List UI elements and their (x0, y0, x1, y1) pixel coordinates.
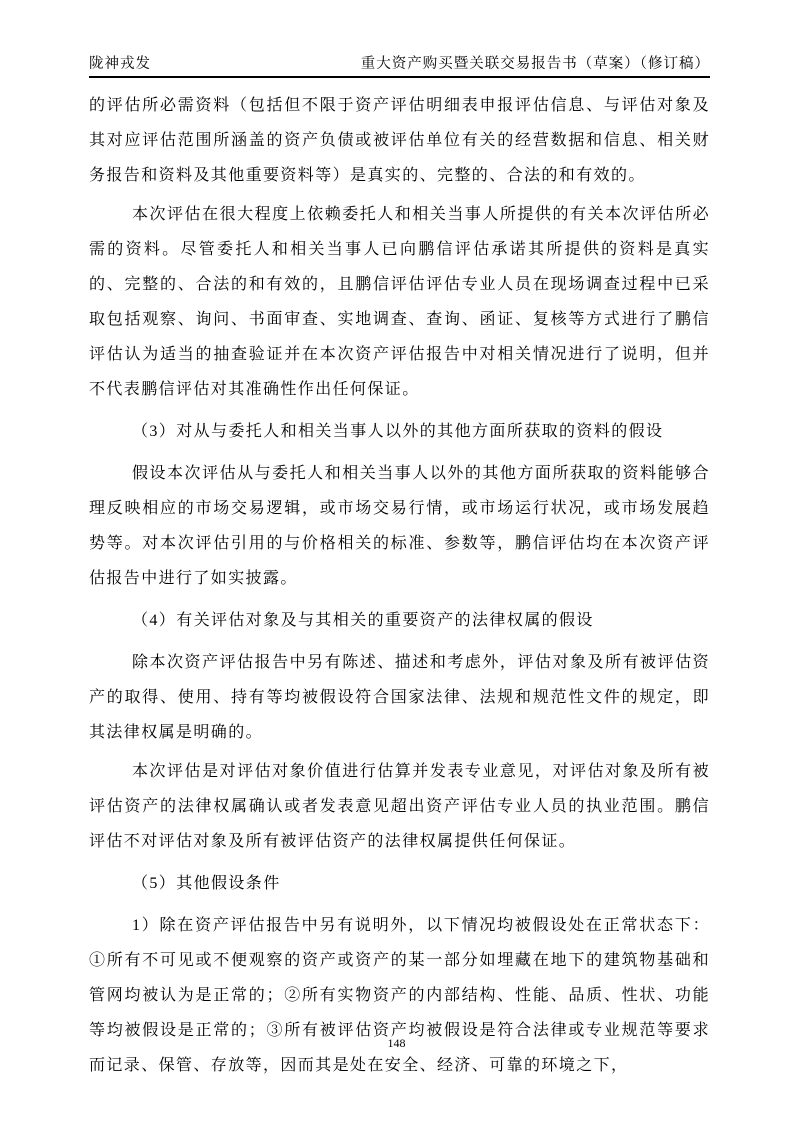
page-number: 148 (387, 1036, 406, 1050)
header-report-title: 重大资产购买暨关联交易报告书（草案）（修订稿） (360, 56, 710, 72)
body-paragraph: 1）除在资产评估报告中另有说明外，以下情况均被假设处在正常状态下：①所有不可见或不便观察的资产或资产的某一部分如埋藏在地下的建筑物基础和管网均被认为是正常的；②所有实物资产的内部结构、性能、品质、性状、功能等均被假设是正常的；③所有被评估资产均被假设是符合法律或专业规范等要求而记录、保管、存放等，因而其是处在安全、经济、可靠的环境之下， (89, 917, 710, 1074)
document-body (89, 88, 710, 1087)
body-paragraph: 假设本次评估从与委托人和相关当事人以外的其他方面所获取的资料能够合理反映相应的市场交易逻辑，或市场交易行情，或市场运行状况，或市场发展趋势等。对本次评估引用的与价格相关的标准、参数等，鹏信评估均在本次资产评估报告中进行了如实披露。 (89, 465, 710, 587)
page-footer (0, 1036, 793, 1051)
section-heading: （5）其他假设条件 (132, 875, 281, 892)
body-paragraph: 除本次资产评估报告中另有陈述、描述和考虑外，评估对象及所有被评估资产的取得、使用、持有等均被假设符合国家法律、法规和规范性文件的规定，即其法律权属是明确的。 (89, 654, 710, 741)
body-paragraph: 的评估所必需资料（包括但不限于资产评估明细表申报评估信息、与评估对象及其对应评估范围所涵盖的资产负债或被评估单位有关的经营数据和信息、相关财务报告和资料及其他重要资料等）是真实的、完整的、合法的和有效的。 (89, 97, 710, 184)
section-heading: （4）有关评估对象及与其相关的重要资产的法律权属的假设 (132, 612, 594, 629)
body-paragraph: 本次评估在很大程度上依赖委托人和相关当事人所提供的有关本次评估所必需的资料。尽管委托人和相关当事人已向鹏信评估承诺其所提供的资料是真实的、完整的、合法的和有效的，且鹏信评估评估专业人员在现场调查过程中已采取包括观察、询问、书面审查、实地调查、查询、函证、复核等方式进行了鹏信评估认为适当的抽查验证并在本次资产评估报告中对相关情况进行了说明，但并不代表鹏信评估对其准确性作出任何保证。 (89, 206, 710, 398)
header-company-name: 陇神戎发 (89, 56, 151, 72)
page-header (89, 52, 710, 78)
body-paragraph: 本次评估是对评估对象价值进行估算并发表专业意见，对评估对象及所有被评估资产的法律权属确认或者发表意见超出资产评估专业人员的执业范围。鹏信评估不对评估对象及所有被评估资产的法律权属提供任何保证。 (89, 763, 710, 850)
section-heading: （3）对从与委托人和相关当事人以外的其他方面所获取的资料的假设 (132, 423, 664, 440)
